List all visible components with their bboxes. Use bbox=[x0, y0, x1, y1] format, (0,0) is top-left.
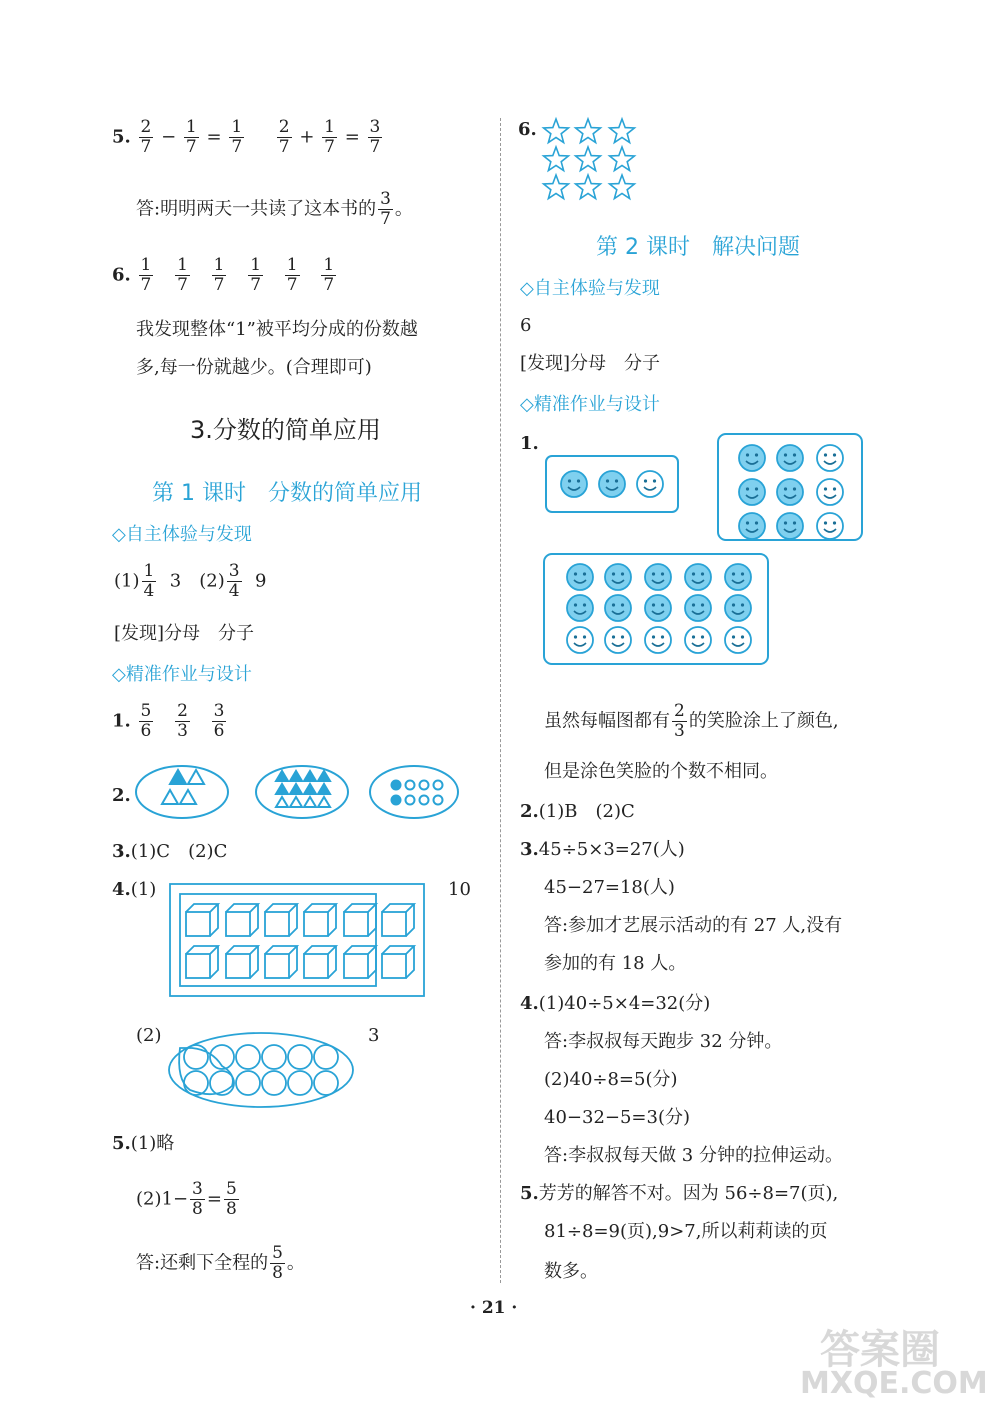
circle-shape bbox=[236, 1045, 260, 1069]
cube-icon bbox=[265, 904, 297, 936]
q6-finding-line2: 多,每一份就越少。(合理即可) bbox=[136, 357, 372, 378]
cube-icon bbox=[186, 904, 218, 936]
p4-sub2: (2) bbox=[136, 1025, 162, 1046]
smiley-icon bbox=[739, 513, 765, 539]
star-icon bbox=[576, 175, 601, 199]
fraction: $\frac{2}{7}$ bbox=[278, 117, 290, 157]
cube-icon bbox=[304, 946, 336, 978]
right-p4-l3: (2)40÷8=5(分) bbox=[544, 1069, 678, 1090]
smiley-icon bbox=[817, 513, 843, 539]
operator: + bbox=[299, 126, 315, 148]
oval-triangles-small bbox=[136, 766, 228, 818]
smiley-icon bbox=[725, 564, 751, 590]
cube-icon bbox=[382, 946, 414, 978]
smiley-icon bbox=[645, 627, 671, 653]
right-p5-l2: 81÷8=9(页),9>7,所以莉莉读的页 bbox=[544, 1221, 828, 1242]
section-homework-right: ◇精准作业与设计 bbox=[520, 394, 660, 415]
circle-shape bbox=[236, 1071, 260, 1095]
outer-oval bbox=[169, 1033, 353, 1107]
p3-answers: 3.(1)C (2)C bbox=[112, 841, 228, 862]
right-p5-l1: 5.芳芳的解答不对。因为 56÷8=7(页), bbox=[520, 1183, 839, 1204]
page-number: · 21 · bbox=[470, 1298, 518, 1318]
cube-icon bbox=[226, 946, 258, 978]
star-icon bbox=[610, 119, 635, 143]
operator: = bbox=[206, 126, 222, 148]
section-homework: ◇精准作业与设计 bbox=[112, 664, 252, 685]
lesson2-title: 第 2 课时 解决问题 bbox=[596, 235, 800, 260]
q5-label: 5. bbox=[112, 126, 131, 148]
fraction: $\frac{3}{7}$ bbox=[369, 117, 381, 157]
p4-val1: 10 bbox=[448, 879, 471, 900]
cube-icon bbox=[344, 904, 376, 936]
fraction: $\frac{1}{7}$ bbox=[231, 117, 243, 157]
smiley-icon bbox=[685, 564, 711, 590]
smiley-icon bbox=[605, 564, 631, 590]
right-p1-line1: 虽然每幅图都有 $\frac{2}{3}$ 的笑脸涂上了颜色, bbox=[544, 701, 839, 741]
smiley-icon bbox=[645, 595, 671, 621]
star-icon bbox=[610, 175, 635, 199]
right-p3-l2: 45−27=18(人) bbox=[544, 877, 675, 898]
right-p3-l1: 3.45÷5×3=27(人) bbox=[520, 839, 685, 860]
oval-dots bbox=[370, 766, 458, 818]
smiley-icon bbox=[725, 627, 751, 653]
discovery-right: [发现]分母 分子 bbox=[520, 353, 661, 374]
p1-fractions: 1. $\frac{5}{6}$ $\frac{2}{3}$ $\frac{3}{6}$ bbox=[112, 701, 225, 741]
oval-triangles-many bbox=[256, 766, 348, 818]
outer-box bbox=[170, 884, 424, 996]
experience-answers: (1) $\frac{1}{4}$ 3 (2) $\frac{3}{4}$ 9 bbox=[114, 561, 267, 601]
lesson1-title: 第 1 课时 分数的简单应用 bbox=[152, 481, 422, 506]
smiley-icon bbox=[725, 595, 751, 621]
cube-icon bbox=[382, 904, 414, 936]
smiley-icon bbox=[599, 471, 625, 497]
right-p4-l1: 4.(1)40÷5×4=32(分) bbox=[520, 993, 711, 1014]
right-p4-l4: 40−32−5=3(分) bbox=[544, 1107, 691, 1128]
right-p4-l2: 答:李叔叔每天跑步 32 分钟。 bbox=[544, 1031, 783, 1052]
smiley-icon bbox=[605, 595, 631, 621]
fraction: $\frac{2}{7}$ bbox=[140, 117, 152, 157]
operator: − bbox=[161, 126, 177, 148]
smiley-icon bbox=[645, 564, 671, 590]
section-experience-right: ◇自主体验与发现 bbox=[520, 278, 660, 299]
smiley-icon bbox=[777, 445, 803, 471]
cube-icon bbox=[344, 946, 376, 978]
p5-sub2: (2)1− $\frac{3}{8}$ = $\frac{5}{8}$ bbox=[136, 1179, 237, 1219]
smiley-icon bbox=[777, 513, 803, 539]
p5-sub1: 5.(1)略 bbox=[112, 1133, 175, 1154]
circle-shape bbox=[288, 1071, 312, 1095]
smiley-icon bbox=[567, 627, 593, 653]
cube-icon bbox=[304, 904, 336, 936]
smiley-icon bbox=[817, 445, 843, 471]
cube-icon bbox=[226, 904, 258, 936]
stars-figure bbox=[540, 116, 640, 208]
circle-shape bbox=[314, 1045, 338, 1069]
fraction: $\frac{1}{7}$ bbox=[185, 117, 197, 157]
watermark-logo: 答案圈 bbox=[820, 1327, 940, 1373]
p4-cubes-figure bbox=[168, 882, 428, 1000]
p4-sub1: 4.(1) bbox=[112, 879, 157, 900]
discovery: [发现]分母 分子 bbox=[114, 623, 255, 644]
p5-answer: 答:还剩下全程的 $\frac{5}{8}$ 。 bbox=[136, 1243, 305, 1283]
p2-ovals-figure bbox=[130, 762, 510, 822]
exp-value: 6 bbox=[520, 315, 532, 336]
p4-val2: 3 bbox=[368, 1025, 380, 1046]
q5-answer: 答:明明两天一共读了这本书的 $\frac{3}{7}$ 。 bbox=[136, 189, 413, 229]
right-p5-l3: 数多。 bbox=[544, 1261, 598, 1282]
right-p3-l4: 参加的有 18 人。 bbox=[544, 953, 687, 974]
q6-finding-line1: 我发现整体“1”被平均分成的份数越 bbox=[136, 319, 418, 340]
smiley-icon bbox=[567, 564, 593, 590]
circle-shape bbox=[288, 1045, 312, 1069]
chapter-title: 3.分数的简单应用 bbox=[190, 416, 381, 444]
watermark-url: MXQE.COM bbox=[800, 1366, 988, 1401]
star-icon bbox=[610, 147, 635, 171]
smiley-icon bbox=[605, 627, 631, 653]
p2-label: 2. bbox=[112, 785, 131, 806]
smiley-icon bbox=[817, 479, 843, 505]
right-p3-l3: 答:参加才艺展示活动的有 27 人,没有 bbox=[544, 915, 843, 936]
smiley-icon bbox=[739, 479, 765, 505]
smiley-boxes-figure bbox=[540, 430, 870, 670]
right-p2: 2.(1)B (2)C bbox=[520, 801, 635, 822]
p4-circles-figure bbox=[166, 1030, 356, 1110]
smiley-icon bbox=[685, 627, 711, 653]
smiley-icon bbox=[561, 471, 587, 497]
section-experience: ◇自主体验与发现 bbox=[112, 524, 252, 545]
right-p4-l5: 答:李叔叔每天做 3 分钟的拉伸运动。 bbox=[544, 1145, 843, 1166]
cube-icon bbox=[265, 946, 297, 978]
left-q5-equations bbox=[112, 118, 384, 157]
star-icon bbox=[576, 119, 601, 143]
circle-shape bbox=[314, 1071, 338, 1095]
star-icon bbox=[544, 147, 569, 171]
left-q6-fractions: 6. $\frac{1}{7}$ $\frac{1}{7}$ $\frac{1}{7}$ $\frac{1}{7}$ $\frac{1}{7}$ $\frac{1}{7}$ bbox=[112, 255, 335, 295]
fraction: $\frac{1}{7}$ bbox=[324, 117, 335, 157]
smiley-icon bbox=[777, 479, 803, 505]
smiley-icon bbox=[685, 595, 711, 621]
column-divider bbox=[500, 118, 501, 1283]
smiley-icon bbox=[567, 595, 593, 621]
star-icon bbox=[544, 175, 569, 199]
cube-icon bbox=[186, 946, 218, 978]
smiley-icon bbox=[637, 471, 663, 497]
circle-shape bbox=[262, 1071, 286, 1095]
smiley-icon bbox=[739, 445, 765, 471]
right-p1-line2: 但是涂色笑脸的个数不相同。 bbox=[544, 761, 778, 782]
right-q6-label: 6. bbox=[518, 119, 537, 140]
star-icon bbox=[576, 147, 601, 171]
operator: = bbox=[344, 126, 360, 148]
circle-shape bbox=[262, 1045, 286, 1069]
right-p1-label: 1. bbox=[520, 433, 539, 454]
star-icon bbox=[544, 119, 569, 143]
